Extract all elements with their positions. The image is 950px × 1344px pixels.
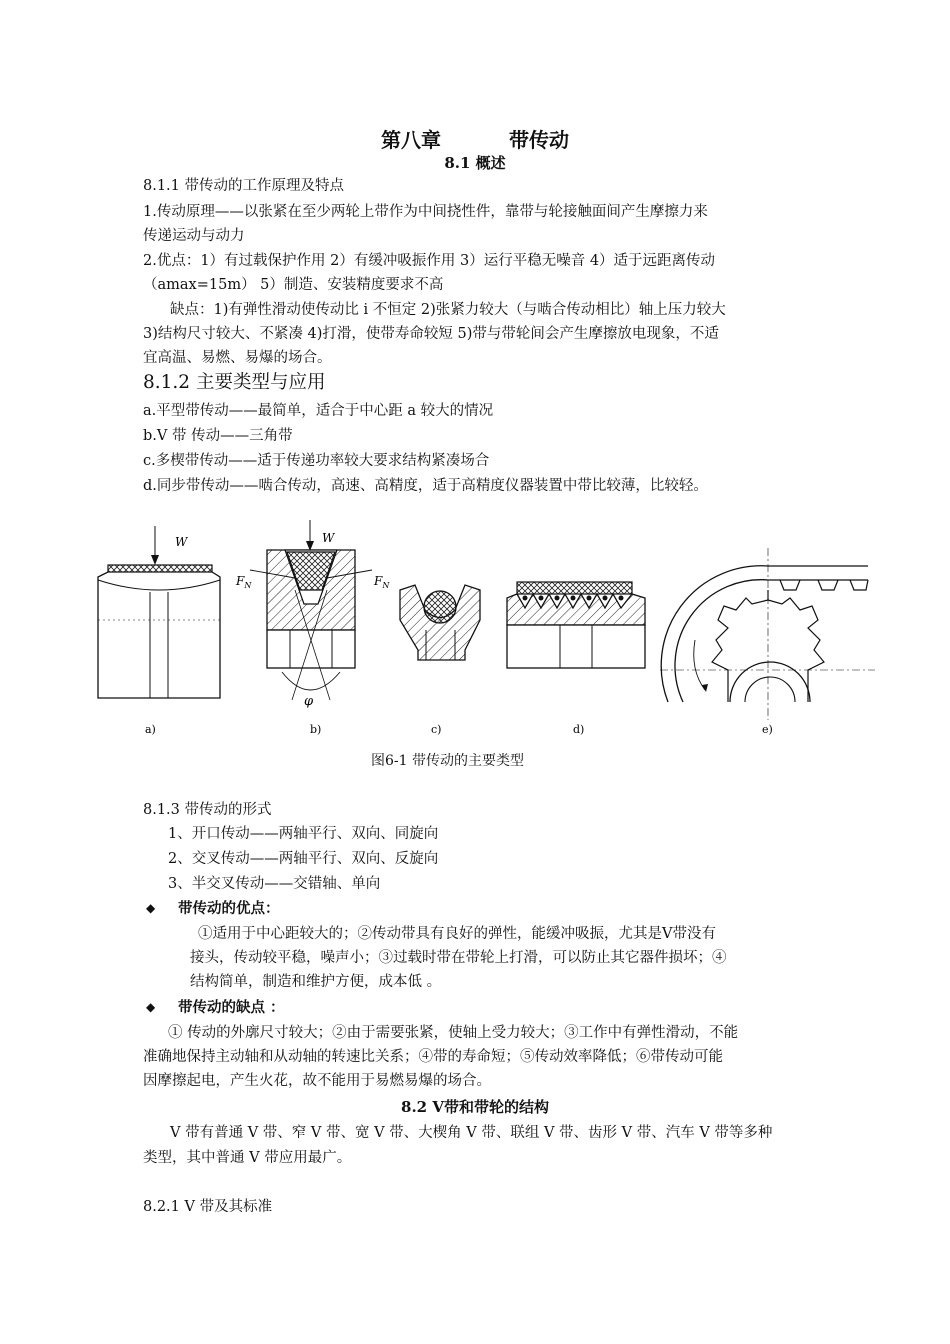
normal-force-left-label: $F_N$ [236, 574, 252, 590]
paragraph-drawbacks-line1: 缺点：1)有弹性滑动使传动比 i 不恒定 2)张紧力较大（与啮合传动相比）轴上压力较大 [170, 302, 726, 318]
disadvantages-line3: 因摩擦起电，产生火花，故不能用于易燃易爆的场合。 [143, 1073, 491, 1089]
v-belt-types-line2: 类型，其中普通 V 带应用最广。 [143, 1150, 352, 1166]
bullet-icon: ◆ [146, 901, 156, 915]
label-e: e) [762, 723, 773, 736]
type-d-synchronous-belt: d.同步带传动——啮合传动，高速、高精度，适于高精度仪器装置中带比较薄，比较轻。 [143, 478, 708, 494]
type-c-ribbed-belt: c.多楔带传动——适于传递功率较大要求结构紧凑场合 [143, 453, 490, 469]
heading-8-1-1: 8.1.1 带传动的工作原理及特点 [143, 178, 345, 194]
chapter-number: 第八章 [381, 128, 441, 152]
section-8-1-title: 8.1 概述 [444, 154, 506, 172]
label-c: c) [431, 723, 442, 736]
paragraph-principle-line1: 1.传动原理——以张紧在至少两轮上带作为中间挠性件，靠带与轮接触面间产生摩擦力来 [143, 204, 708, 220]
form-item-2: 2、交叉传动——两轴平行、双向、反旋向 [168, 851, 439, 867]
diagram-d-ribbed-belt [507, 582, 645, 668]
load-w-label-b: W [322, 531, 335, 545]
advantages-heading: 带传动的优点： [178, 901, 280, 917]
chapter-title [0, 124, 950, 153]
form-item-1: 1、开口传动——两轴平行、双向、同旋向 [168, 826, 439, 842]
v-belt-types-line1: V 带有普通 V 带、窄 V 带、宽 V 带、大楔角 V 带、联组 V 带、齿形 V 带、汽车 V 带等多种 [170, 1125, 773, 1141]
heading-8-1-2: 8.1.2 主要类型与应用 [143, 372, 326, 393]
label-b: b) [310, 723, 322, 736]
label-d: d) [573, 723, 585, 736]
advantages-line3: 结构简单，制造和维护方便，成本低 。 [190, 974, 442, 990]
advantages-line2: 接头，传动较平稳，噪声小；③过载时带在带轮上打滑，可以防止其它器件损坏；④ [190, 950, 727, 966]
diagram-e-timing-belt [660, 548, 875, 720]
disadvantages-heading: 带传动的缺点 ： [178, 1000, 285, 1016]
disadvantages-line2: 准确地保持主动轴和从动轴的转速比关系；④带的寿命短；⑤传动效率降低；⑥带传动可能 [143, 1049, 723, 1065]
belt-types-figure [90, 512, 890, 742]
type-a-flat-belt: a.平型带传动——最简单，适合于中心距 a 较大的情况 [143, 403, 494, 419]
paragraph-advantages-line2: （amax=15m） 5）制造、安装精度要求不高 [143, 277, 444, 293]
paragraph-advantages-line1: 2.优点：1）有过载保护作用 2）有缓冲吸振作用 3）运行平稳无噪音 4）适于远距离传动 [143, 253, 716, 269]
heading-8-1-3: 8.1.3 带传动的形式 [143, 802, 272, 818]
heading-8-2-1: 8.2.1 V 带及其标准 [143, 1199, 273, 1215]
bullet-icon: ◆ [146, 1000, 156, 1014]
section-8-2-title: 8.2 V带和带轮的结构 [401, 1098, 549, 1116]
load-w-label-a: W [175, 535, 188, 549]
label-a: a) [145, 723, 156, 736]
paragraph-drawbacks-line2: 3)结构尺寸较大、不紧凑 4)打滑，使带寿命较短 5)带与带轮间会产生摩擦放电现象，不适 [143, 326, 719, 342]
advantages-line1: ①适用于中心距较大的；②传动带具有良好的弹性，能缓冲吸振，尤其是V带没有 [198, 926, 716, 942]
diagram-c-round-belt [400, 585, 480, 660]
normal-force-right-label: $F_N$ [374, 574, 390, 590]
chapter-topic: 带传动 [509, 128, 569, 152]
paragraph-principle-line2: 传递运动与动力 [143, 228, 245, 244]
diagram-b-v-belt [235, 520, 390, 709]
disadvantages-line1: ① 传动的外廓尺寸较大；②由于需要张紧，使轴上受力较大；③工作中有弹性滑动，不能 [168, 1025, 739, 1041]
figure-caption: 图6-1 带传动的主要类型 [371, 753, 524, 769]
wedge-angle-label: φ [304, 694, 314, 709]
form-item-3: 3、半交叉传动——交错轴、单向 [168, 876, 381, 892]
paragraph-drawbacks-line3: 宜高温、易燃、易爆的场合。 [143, 350, 332, 366]
diagram-a-flat-belt [98, 526, 220, 698]
type-b-v-belt: b.V 带 传动——三角带 [143, 428, 293, 444]
